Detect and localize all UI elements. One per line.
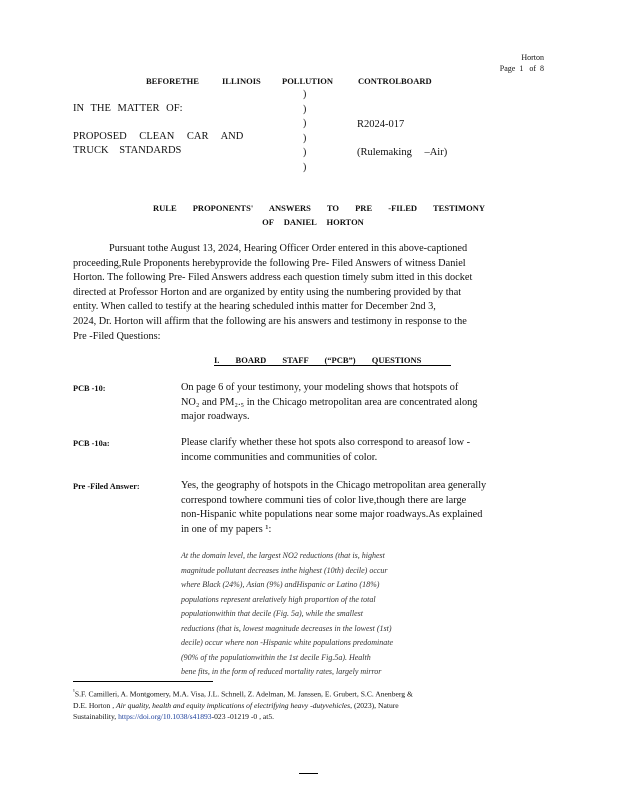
footnote-line-3 — [73, 711, 533, 722]
paren: ) — [303, 89, 307, 100]
qa-text-answer — [181, 479, 531, 537]
qa-label-pcb-10a: PCB -10a: — [73, 439, 110, 448]
qa-text-pcb-10 — [181, 381, 521, 425]
footnote-journal-name: Sustainability, — [73, 711, 117, 721]
footnote-separator — [73, 681, 213, 682]
quote-line: where Black (24%), Asian (9%) andHispanic or Latino (18%) — [181, 580, 380, 589]
quote-line: populations represent arelatively high proportion of the total — [181, 594, 376, 604]
intro-line: Pursuant tothe August 13, 2024, Hearing Officer Order entered in this above-captioned — [109, 243, 468, 254]
intro-line: entity. When called to testify at the hearing scheduled inthis matter for December 2nd 3, — [73, 301, 436, 313]
intro-line: 2024, Dr. Horton will affirm that the following are his answers and testimony in response to the — [73, 315, 467, 327]
qa-line: non-Hispanic white populations near some major roadways.As explained — [181, 509, 483, 521]
paren: ) — [303, 103, 307, 115]
paren: ) — [303, 118, 307, 129]
qa-line: Yes, the geography of hotspots in the Chicago metropolitan area generally — [181, 480, 487, 491]
quote-line: bene fits, in the form of reduced mortality rates, largely mirror — [181, 667, 382, 676]
intro-line: directed at Professor Horton and are organized by entity using the numbering provided by that — [73, 286, 462, 298]
intro-paragraph — [73, 242, 531, 344]
qa-line: major roadways. — [181, 411, 250, 423]
paren: ) — [303, 132, 307, 144]
qa-line: NO₂ and PM₂.₅ in the Chicago metropolitan area are concentrated along — [181, 396, 478, 408]
footnote-author-end: D.E. Horton , — [73, 700, 115, 710]
block-quote — [181, 549, 479, 680]
doc-title-line-2: OF DANIEL HORTON — [262, 217, 364, 227]
intro-line: Pre -Filed Questions: — [73, 330, 161, 342]
qa-text-pcb-10a — [181, 436, 521, 465]
doc-title-line-1: RULE PROPONENTS' ANSWERS TO PRE -FILED TESTIMONY — [153, 203, 485, 213]
footnote-doi-suffix: -023 -01219 -0 , at5. — [211, 711, 275, 721]
docket-number: R2024-017 — [357, 119, 405, 130]
footnote-line-2 — [73, 700, 533, 711]
footnote-marker: ¹ — [73, 688, 75, 695]
running-header — [500, 52, 544, 74]
board-title-4: CONTROLBOARD — [358, 76, 432, 86]
matter-line: IN THE MATTER OF: — [73, 103, 183, 114]
footnote — [73, 686, 533, 722]
rulemaking-type: (Rulemaking –Air) — [357, 147, 448, 158]
bottom-rule — [299, 773, 318, 774]
quote-line: magnitude pollutant decreases inthe highest (10th) decile) occur — [181, 565, 388, 575]
page-label: Page — [499, 64, 516, 73]
quote-line: (90% of the populationwithin the 1st decile Fig.5a). Health — [181, 652, 371, 662]
proposed-line-1: PROPOSED CLEAN CAR AND — [73, 131, 244, 142]
section-heading: I. BOARD STAFF (“PCB”) QUESTIONS — [214, 355, 451, 366]
footnote-title: Air quality, health and equity implications of electrifying heavy -dutyvehicles — [116, 700, 351, 710]
page-num: 1 — [519, 64, 524, 73]
proposed-line-2: TRUCK STANDARDS — [73, 145, 182, 156]
qa-line: in one of my papers ¹: — [181, 523, 272, 535]
board-title-2: ILLINOIS — [222, 76, 261, 86]
qa-line: income communities and communities of color. — [181, 451, 378, 463]
paren: ) — [303, 147, 307, 158]
quote-line: decile) occur where non -Hispanic white populations predominate — [181, 638, 394, 647]
qa-label-answer: Pre -Filed Answer: — [73, 482, 140, 491]
intro-line: Horton. The following Pre- Filed Answers address each question timely subm itted in this docket — [73, 272, 473, 284]
qa-line: correspond towhere communi ties of color live,though there are large — [181, 494, 467, 506]
caption-parens — [303, 88, 306, 175]
board-title-3: POLLUTION — [282, 76, 334, 86]
intro-line: proceeding,Rule Proponents herebyprovide the following Pre- Filed Answers of witness Daniel — [73, 257, 466, 269]
qa-line: Please clarify whether these hot spots also correspond to areasof low - — [181, 437, 471, 448]
page-of: of — [529, 64, 536, 73]
quote-line: At the domain level, the largest NO2 reductions (that is, highest — [181, 551, 385, 560]
quote-line: populationwithin that decile (Fig. 5a), while the smallest — [181, 609, 363, 618]
footnote-journal: , (2023), Nature — [350, 700, 399, 710]
footnote-authors: S.F. Camilleri, A. Montgomery, M.A. Visa, J.L. Schnell, Z. Adelman, M. Janssen, E. Grubert, S.C. Anenberg & — [74, 689, 413, 699]
qa-label-pcb-10: PCB -10: — [73, 384, 106, 393]
paren: ) — [303, 161, 307, 173]
footnote-line-1 — [73, 686, 533, 700]
page-number — [500, 63, 544, 74]
header-name: Horton — [521, 53, 544, 62]
qa-line: On page 6 of your testimony, your modeling shows that hotspots of — [181, 382, 459, 393]
board-title-1: BEFORETHE — [146, 76, 199, 86]
quote-line: reductions (that is, lowest magnitude decreases in the lowest (1st) — [181, 623, 392, 633]
page-total: 8 — [540, 64, 544, 73]
footnote-doi-link[interactable]: https://doi.org/10.1038/s41893 — [118, 711, 212, 721]
